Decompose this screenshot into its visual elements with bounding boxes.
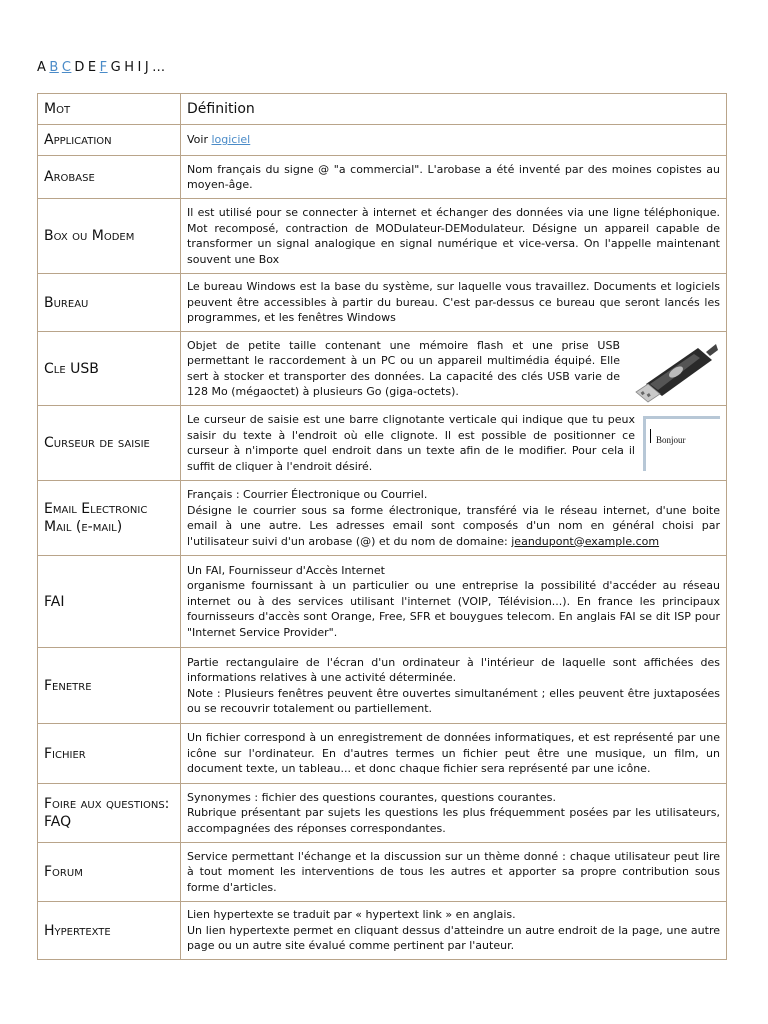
definition-cell — [181, 481, 727, 556]
alpha-link[interactable]: F — [99, 60, 108, 75]
table-row — [38, 274, 727, 332]
term-cell: Fichier — [38, 724, 181, 784]
definition-text: Français : Courrier Électronique ou Courriel. — [187, 488, 428, 501]
cursor-example-text: Bonjour — [656, 434, 686, 445]
table-row — [38, 648, 727, 724]
term-cell: Foire aux questions: FAQ — [38, 784, 181, 843]
term-cell: Email Electronic Mail (e-mail) — [38, 481, 181, 556]
alpha-link[interactable]: B — [49, 60, 59, 75]
alpha-letter: J — [144, 60, 150, 75]
alpha-letter: A — [37, 60, 47, 75]
definition-text: Le curseur de saisie est une barre clignotante verticale qui indique que tu peux saisir du texte à l'endroit où elle clignote. Il est possible de positionner ce curseur à n'importe quel endroit dans un texte afin de le modifier. Pour cela il suffit de cliquer à l'endroit désiré. — [187, 413, 635, 473]
definition-cell — [181, 332, 727, 406]
definition-cell — [181, 843, 727, 902]
header-term: Mot — [38, 94, 181, 125]
term-cell: Box ou Modem — [38, 199, 181, 274]
definition-text: Note : Plusieurs fenêtres peuvent être ouvertes simultanément ; elles peuvent être juxtaposées ou se recouvrir totalement ou partiellement. — [187, 686, 720, 715]
alpha-link[interactable]: C — [61, 60, 72, 75]
definition-text: Un FAI, Fournisseur d'Accès Internet — [187, 563, 385, 577]
term-cell: Hypertexte — [38, 902, 181, 960]
definition-text: Nom français du signe @ "a commercial". L'arobase a été inventé par des moines copistes au moyen-âge. — [187, 162, 720, 191]
text-cursor-icon — [650, 429, 651, 443]
alpha-letter: G — [110, 60, 122, 75]
definition-text: Il est utilisé pour se connecter à internet et échanger des données via une ligne téléphonique. Mot recomposé, contraction de MODulateur-DEModulateur. Désigne un appareil capable de transformer un signal analogique en signal numérique et vice-versa. On l'appelle maintenant souvent une Box — [187, 206, 720, 266]
definition-cell — [181, 902, 727, 960]
table-row — [38, 724, 727, 784]
definition-cell — [181, 156, 727, 199]
table-row — [38, 784, 727, 843]
table-row — [38, 406, 727, 481]
table-row — [38, 332, 727, 406]
term-cell: Curseur de saisie — [38, 406, 181, 481]
logiciel-link[interactable]: logiciel — [211, 133, 251, 147]
term-cell: Forum — [38, 843, 181, 902]
definition-text: Un lien hypertexte permet en cliquant dessus d'atteindre un autre endroit de la page, une autre page ou un autre site évalué comme pertinent par l'auteur. — [187, 923, 720, 953]
table-row — [38, 902, 727, 960]
term-cell: Cle USB — [38, 332, 181, 406]
term-cell: FAI — [38, 556, 181, 648]
definition-cell — [181, 648, 727, 724]
usb-key-image — [628, 334, 720, 404]
definition-cell — [181, 125, 727, 156]
header-definition: Définition — [181, 94, 727, 125]
definition-cell — [181, 556, 727, 648]
alpha-letter: I — [137, 60, 142, 75]
table-row — [38, 481, 727, 556]
definition-cell — [181, 406, 727, 481]
alpha-letter: E — [87, 60, 97, 75]
table-row — [38, 156, 727, 199]
definition-text: Synonymes : fichier des questions courantes, questions courantes. — [187, 790, 556, 804]
table-row — [38, 843, 727, 902]
alpha-ellipsis: … — [152, 60, 166, 75]
definition-text: Le bureau Windows est la base du système, sur laquelle vous travaillez. Documents et logiciels peuvent être accessibles à partir du bureau. C'est par-dessus ce bureau que seront lancés les programmes, et les fenêtres Windows — [187, 280, 720, 325]
definition-cell — [181, 784, 727, 843]
definition-text: Partie rectangulaire de l'écran d'un ordinateur à l'intérieur de laquelle sont affichées des informations relatives à une activité déterminée. — [187, 655, 720, 684]
definition-text: Lien hypertexte se traduit par « hypertext link » en anglais. — [187, 908, 516, 922]
definition-text: Un fichier correspond à un enregistrement de données informatiques, et est représenté par une icône sur l'ordinateur. En d'autres termes un fichier peut être une musique, un film, un document texte, un tableau... et donc chaque fichier sera représenté par une icône. — [187, 731, 720, 776]
definition-text: Rubrique présentant par sujets les questions les plus fréquemment posées par les utilisateurs, accompagnées des réponses correspondantes. — [187, 806, 720, 835]
definition-cell — [181, 199, 727, 274]
alpha-letter: D — [74, 60, 85, 75]
table-row — [38, 199, 727, 274]
definition-text: Désigne le courrier sous sa forme électronique, transféré via le réseau internet, d'une boite email à une autre. Les adresses email sont composés d'un nom en général choisi par l'utilisateur suivi d'un arobase (@) et du nom de domaine: — [187, 503, 720, 548]
term-cell: Arobase — [38, 156, 181, 199]
glossary-table — [37, 93, 727, 960]
header-row — [38, 94, 727, 125]
definition-cell — [181, 724, 727, 784]
definition-text: Objet de petite taille contenant une mémoire flash et une prise USB permettant le raccordement à un PC ou un appareil multimédia équipé. Elle sert à stocker et transporter des données. La capacité des clés USB varie de 128 Mo (mégaoctet) à plusieurs Go (giga-octets). — [187, 338, 620, 398]
definition-text: Service permettant l'échange et la discussion sur un thème donné : chaque utilisateur peut lire à tout moment les interventions de tous les autres et apporter sa propre contribution sous forme d'articles. — [187, 849, 720, 894]
table-row — [38, 556, 727, 648]
alpha-letter: H — [124, 60, 135, 75]
definition-text: organisme fournissant à un particulier ou une entreprise la possibilité d'accéder au réseau internet ou à des services utilisant l'internet (VOIP, Télévision...). En france les principaux fournisseurs d'accès sont Orange, Free, SFR et bouygues telecom. En anglais FAI se dit ISP pour "Internet Service Provider". — [187, 579, 720, 639]
term-cell: Bureau — [38, 274, 181, 332]
term-cell: Fenetre — [38, 648, 181, 724]
alphabet-index — [37, 60, 169, 75]
definition-text: Voir — [187, 133, 212, 147]
table-row — [38, 125, 727, 156]
email-example[interactable]: jeandupont@example.com — [511, 534, 660, 548]
term-cell: Application — [38, 125, 181, 156]
definition-cell — [181, 274, 727, 332]
cursor-example-image — [643, 416, 720, 471]
